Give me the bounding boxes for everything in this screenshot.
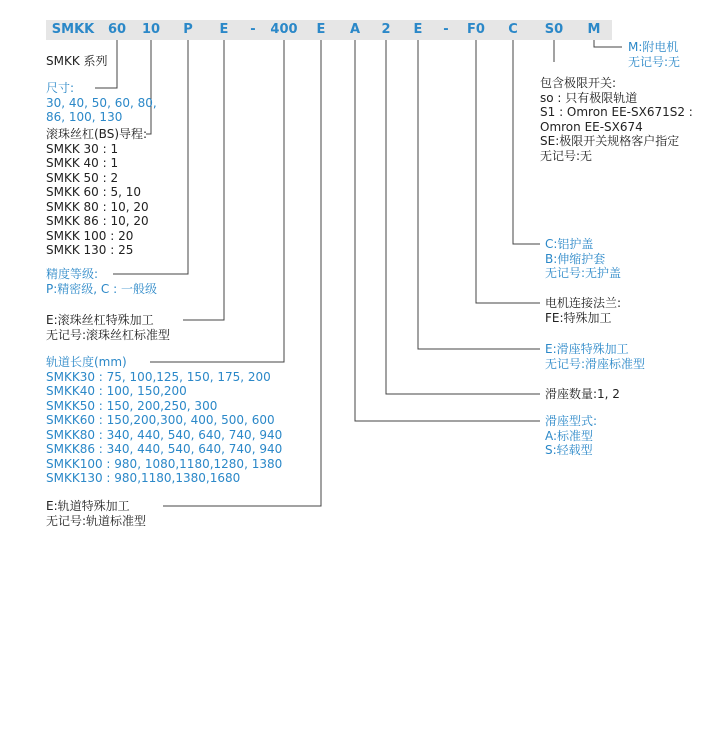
lead-line: SMKK 30 : 1 (46, 141, 119, 156)
rail-length-line: SMKK50 : 150, 200,250, 300 (46, 398, 218, 413)
block-type-line: 滑座型式: (545, 414, 598, 428)
connector-rail-length (150, 40, 284, 362)
flange-block (545, 296, 621, 325)
sensor-line: Omron EE-SX674 (540, 119, 643, 134)
rail-length-line: SMKK86 : 340, 440, 540, 640, 740, 940 (46, 442, 283, 456)
block-option-block (545, 342, 645, 371)
cover-block (545, 237, 621, 281)
motor-line: M:附电机 (628, 40, 679, 54)
block-count-line: 滑座数量:1, 2 (545, 387, 620, 401)
connector-block-count (386, 40, 540, 394)
accuracy-block (46, 267, 157, 296)
rail-option-block (46, 499, 146, 528)
rail-length-line: SMKK80 : 340, 440, 540, 640, 740, 940 (46, 427, 283, 442)
motor-block (628, 40, 680, 69)
lead-line: SMKK 80 : 10, 20 (46, 199, 149, 214)
block-type-line: A:标准型 (545, 428, 594, 443)
code-box-flange: F0 (458, 20, 494, 40)
block-count-block (545, 387, 620, 402)
rail-length-block (46, 355, 282, 486)
code-box-rail-option: E (302, 20, 340, 40)
code-box-lead: 10 (134, 20, 168, 40)
connector-block-type (355, 40, 540, 421)
sensor-block (540, 76, 693, 163)
code-box-motor: M (576, 20, 612, 40)
code-box-dash-1: - (240, 20, 266, 40)
sensor-line: so : 只有极限轨道 (540, 90, 638, 105)
code-box-model: SMKK (46, 20, 100, 40)
lead-title: 滚珠丝杠(BS)导程: (46, 127, 148, 141)
cover-line: B:伸缩护套 (545, 251, 606, 266)
rail-option-line: E:轨道特殊加工 (46, 499, 130, 513)
ballscrew-option-line: E:滚珠丝杠特殊加工 (46, 313, 154, 327)
flange-line: FE:特殊加工 (545, 310, 612, 325)
lead-line: SMKK 60 : 5, 10 (46, 185, 141, 199)
block-option-line: 无记号:滑座标准型 (545, 356, 646, 371)
code-box-cover: C (494, 20, 532, 40)
code-box-ballscrew-option: E (208, 20, 240, 40)
cover-line: C:铝护盖 (545, 237, 594, 251)
connector-flange (476, 40, 540, 303)
code-box-block-type: A (340, 20, 370, 40)
lead-line: SMKK 130 : 25 (46, 243, 134, 257)
rail-length-line: SMKK60 : 150,200,300, 400, 500, 600 (46, 413, 275, 427)
series-label: SMKK 系列 (46, 54, 108, 68)
code-box-dash-2: - (434, 20, 458, 40)
code-box-block-count: 2 (370, 20, 402, 40)
accuracy-line: P:精密级, C : 一般级 (46, 281, 157, 296)
lead-line: SMKK 100 : 20 (46, 228, 134, 243)
block-type-block (545, 414, 597, 458)
size-line: 86, 100, 130 (46, 110, 123, 124)
cover-line: 无记号:无护盖 (545, 266, 622, 280)
accuracy-title: 精度等级: (46, 267, 99, 281)
code-box-sensor: S0 (532, 20, 576, 40)
motor-line: 无记号:无 (628, 54, 681, 69)
lead-block (46, 127, 149, 258)
code-box-accuracy: P (168, 20, 208, 40)
code-box-rail-length: 400 (266, 20, 302, 40)
size-title: 尺寸: (46, 81, 75, 95)
block-type-line: S:轻载型 (545, 443, 593, 457)
sensor-line: 无记号:无 (540, 148, 593, 163)
ballscrew-option-line: 无记号:滚珠丝杠标准型 (46, 327, 171, 342)
connector-ballscrew-option (183, 40, 224, 320)
size-line: 30, 40, 50, 60, 80, (46, 95, 157, 110)
ballscrew-option-block (46, 313, 170, 342)
rail-length-line: SMKK100 : 980, 1080,1180,1280, 1380 (46, 456, 283, 471)
rail-length-title: 轨道长度(mm) (46, 355, 127, 369)
code-box-block-option: E (402, 20, 434, 40)
rail-length-line: SMKK130 : 980,1180,1380,1680 (46, 471, 241, 485)
flange-line: 电机连接法兰: (545, 296, 622, 310)
code-box-size: 60 (100, 20, 134, 40)
lead-line: SMKK 40 : 1 (46, 156, 119, 170)
connector-motor (594, 40, 622, 47)
size-block (46, 81, 157, 125)
sensor-line: SE:极限开关规格客户指定 (540, 134, 680, 148)
rail-length-line: SMKK40 : 100, 150,200 (46, 384, 187, 398)
rail-length-line: SMKK30 : 75, 100,125, 150, 175, 200 (46, 369, 271, 384)
rail-option-line: 无记号:轨道标准型 (46, 513, 147, 528)
block-option-line: E:滑座特殊加工 (545, 342, 629, 356)
sensor-line: 包含极限开关: (540, 76, 617, 90)
connector-cover (513, 40, 540, 244)
lead-line: SMKK 86 : 10, 20 (46, 214, 149, 228)
sensor-line: S1 : Omron EE-SX671S2 : (540, 105, 693, 119)
lead-line: SMKK 50 : 2 (46, 170, 119, 185)
